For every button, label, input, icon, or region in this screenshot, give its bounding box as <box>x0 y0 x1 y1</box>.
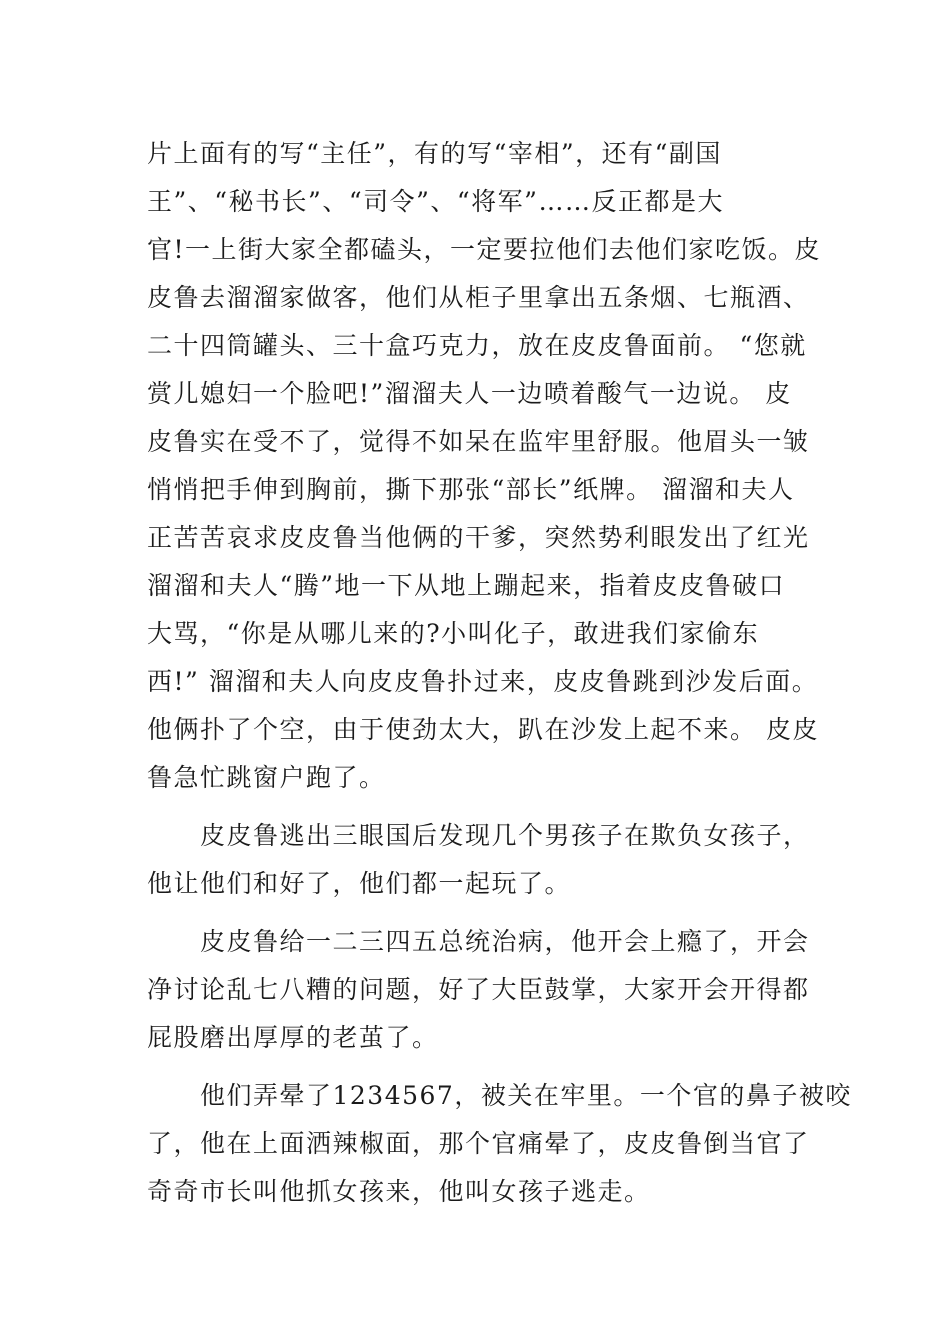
text-line: 奇奇市长叫他抓女孩来，他叫女孩子逃走。 <box>147 1177 651 1206</box>
paragraph <box>147 918 827 1062</box>
text-line: 二十四筒罐头、三十盒巧克力，放在皮皮鲁面前。 “您就 <box>147 331 807 360</box>
paragraph <box>147 130 827 802</box>
paragraph <box>147 1072 852 1216</box>
text-line: 皮鲁去溜溜家做客，他们从柜子里拿出五条烟、七瓶酒、 <box>147 283 810 312</box>
text-line: 他俩扑了个空，由于使劲太大，趴在沙发上起不来。 皮皮 <box>147 715 819 744</box>
text-line: 王”、“秘书长”、“司令”、“将军”……反正都是大 <box>147 187 724 216</box>
text-line: 皮皮鲁逃出三眼国后发现几个男孩子在欺负女孩子， <box>147 821 810 850</box>
text-line: 悄悄把手伸到胸前，撕下那张“部长”纸牌。 溜溜和夫人 <box>147 475 795 504</box>
text-line: 皮皮鲁给一二三四五总统治病，他开会上瘾了，开会 <box>147 927 810 956</box>
text-line: 正苦苦哀求皮皮鲁当他俩的干爹，突然势利眼发出了红光 <box>147 523 810 552</box>
text-line: 他们弄晕了1234567，被关在牢里。一个官的鼻子被咬 <box>147 1081 852 1110</box>
text-line: 西!” 溜溜和夫人向皮皮鲁扑过来，皮皮鲁跳到沙发后面。 <box>147 667 819 696</box>
paragraph-gap <box>147 908 827 918</box>
text-line: 溜溜和夫人“腾”地一下从地上蹦起来，指着皮皮鲁破口 <box>147 571 786 600</box>
text-line: 大骂，“你是从哪儿来的?小叫化子，敢进我们家偷东 <box>147 619 760 648</box>
document-body <box>147 130 852 1216</box>
paragraph-gap <box>147 802 827 812</box>
text-line: 片上面有的写“主任”，有的写“宰相”，还有“副国 <box>147 139 722 168</box>
text-line: 官!一上街大家全都磕头，一定要拉他们去他们家吃饭。皮 <box>147 235 822 264</box>
text-line: 净讨论乱七八糟的问题，好了大臣鼓掌，大家开会开得都 <box>147 975 810 1004</box>
text-line: 屁股磨出厚厚的老茧了。 <box>147 1023 439 1052</box>
text-line: 皮鲁实在受不了，觉得不如呆在监牢里舒服。他眉头一皱 <box>147 427 810 456</box>
text-line: 他让他们和好了，他们都一起玩了。 <box>147 869 572 898</box>
paragraph-gap <box>147 1062 827 1072</box>
text-line: 了，他在上面洒辣椒面，那个官痛晕了，皮皮鲁倒当官了 <box>147 1129 810 1158</box>
text-line: 赏儿媳妇一个脸吧!”溜溜夫人一边喷着酸气一边说。 皮 <box>147 379 792 408</box>
text-line: 鲁急忙跳窗户跑了。 <box>147 763 386 792</box>
paragraph <box>147 812 827 908</box>
